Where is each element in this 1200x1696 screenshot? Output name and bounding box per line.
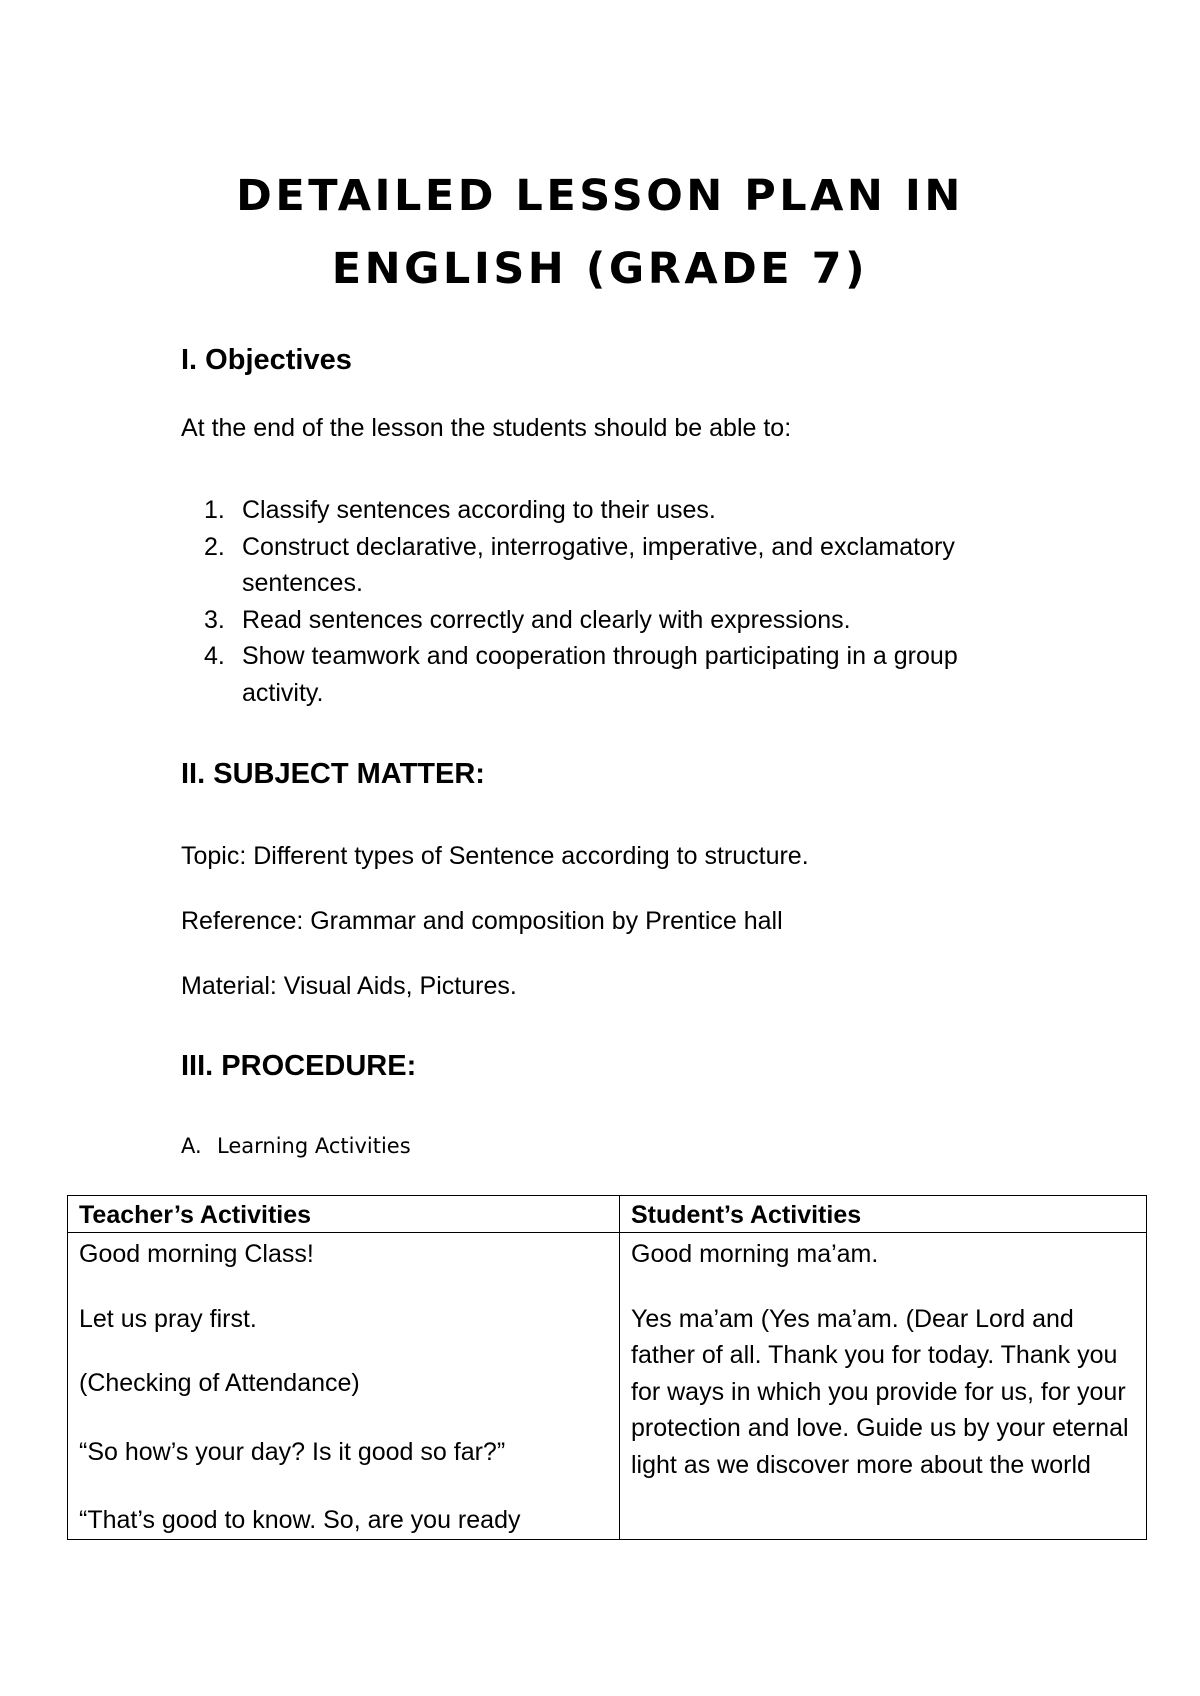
procedure-subheading xyxy=(181,1136,411,1157)
teacher-line: Good morning Class! xyxy=(79,1240,314,1268)
objective-item xyxy=(181,492,1001,529)
subject-topic: Topic: Different types of Sentence according to structure. xyxy=(181,842,809,870)
document-title-line-1: DETAILED LESSON PLAN IN xyxy=(236,171,964,221)
subject-matter-heading: II. SUBJECT MATTER: xyxy=(181,758,485,790)
teacher-line: “So how’s your day? Is it good so far?” xyxy=(79,1437,506,1466)
objective-item xyxy=(181,638,1001,711)
objectives-intro: At the end of the lesson the students should be able to: xyxy=(181,414,792,442)
table-row xyxy=(68,1233,1147,1540)
teacher-line: (Checking of Attendance) xyxy=(79,1369,360,1397)
subject-material: Material: Visual Aids, Pictures. xyxy=(181,972,517,1000)
table-header-row xyxy=(68,1196,1147,1233)
objective-text: Read sentences correctly and clearly with expressions. xyxy=(242,605,851,634)
teacher-activities-cell xyxy=(68,1233,620,1540)
teacher-line: Let us pray first. xyxy=(79,1304,257,1333)
student-line: Good morning ma’am. xyxy=(631,1240,879,1268)
objective-number: 3. xyxy=(204,605,225,634)
teacher-activities-header: Teacher’s Activities xyxy=(68,1196,620,1233)
subheading-letter: A. xyxy=(181,1134,202,1158)
learning-activities-table xyxy=(67,1195,1147,1540)
objective-number: 1. xyxy=(204,496,225,524)
objectives-heading: I. Objectives xyxy=(181,344,352,376)
student-line: Yes ma’am (Yes ma’am. (Dear Lord and father of all. Thank you for today. Thank you for ways in which you provide for us, for your protection and love. Guide us by your eternal light as we discover more about the world xyxy=(631,1304,1129,1479)
subject-reference: Reference: Grammar and composition by Prentice hall xyxy=(181,907,783,935)
objective-text: Construct declarative, interrogative, imperative, and exclamatory sentences. xyxy=(242,532,955,597)
objective-item xyxy=(181,529,1001,602)
student-activities-header: Student’s Activities xyxy=(620,1196,1147,1233)
objective-number: 4. xyxy=(204,642,225,670)
student-activities-cell xyxy=(620,1233,1147,1540)
teacher-line: “That’s good to know. So, are you ready xyxy=(79,1506,521,1534)
objective-text: Classify sentences according to their uses. xyxy=(242,496,716,524)
objective-text: Show teamwork and cooperation through participating in a group activity. xyxy=(242,642,958,707)
objectives-list xyxy=(181,492,1001,711)
objective-number: 2. xyxy=(204,532,225,561)
procedure-heading: III. PROCEDURE: xyxy=(181,1050,417,1082)
document-title-line-2: ENGLISH (GRADE 7) xyxy=(331,244,869,294)
subheading-label: Learning Activities xyxy=(217,1134,411,1158)
objective-item xyxy=(181,602,1001,639)
